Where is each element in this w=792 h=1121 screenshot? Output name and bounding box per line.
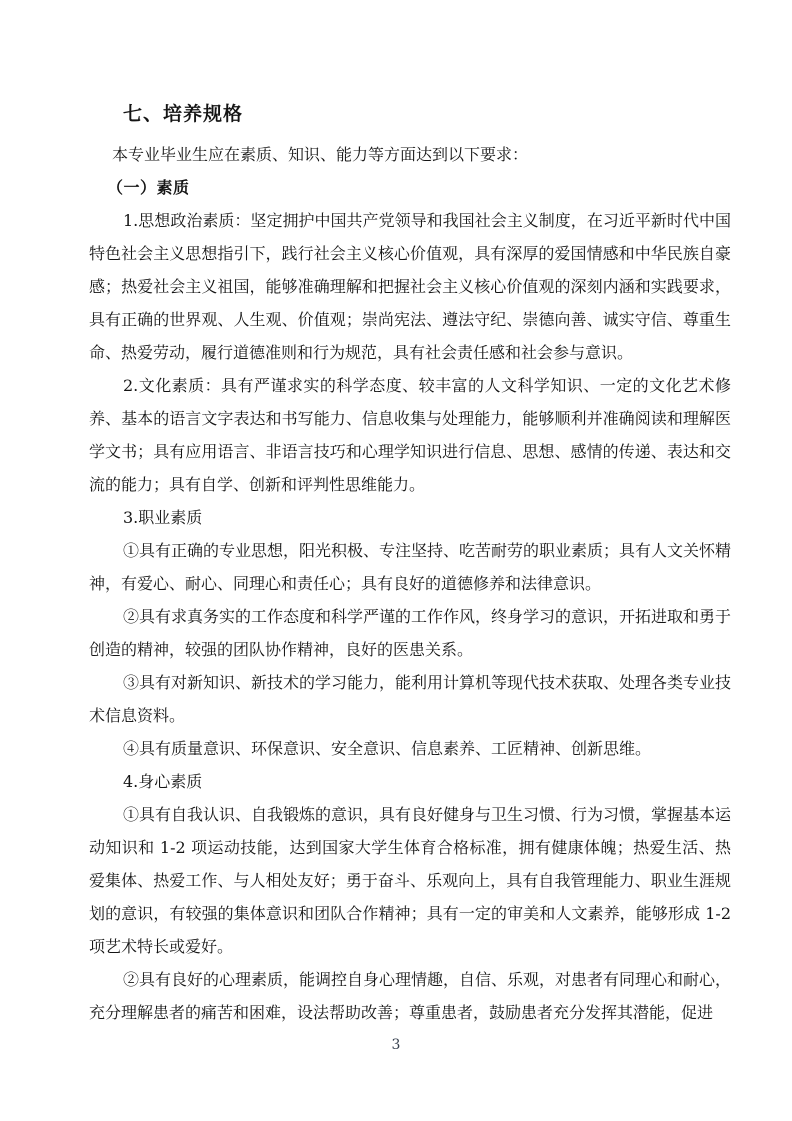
- page-title: 七、培养规格: [123, 103, 244, 125]
- intro-paragraph: 本专业毕业生应在素质、知识、能力等方面达到以下要求：: [112, 145, 529, 164]
- paragraph: ①具有正确的专业思想，阳光积极、专注坚持、吃苦耐劳的职业素质；具有人文关怀精神，有爱心、耐心、同理心和责任心；具有良好的道德修养和法律意识。: [89, 541, 732, 593]
- paragraph: ②具有求真务实的工作态度和科学严谨的工作作风，终身学习的意识，开拓进取和勇于创造的精神，较强的团队协作精神，良好的医患关系。: [89, 607, 732, 659]
- numbered-subheading: 3.职业素质: [123, 508, 203, 527]
- page-number: 3: [391, 1037, 401, 1053]
- subsection-heading: （一）素质: [107, 178, 190, 197]
- paragraph: ②具有良好的心理素质，能调控自身心理情趣，自信、乐观，对患者有同理心和耐心，充分理解患者的痛苦和困难，设法帮助改善；尊重患者，鼓励患者充分发挥其潜能，促进: [89, 970, 732, 1022]
- paragraph: ①具有自我认识、自我锻炼的意识，具有良好健身与卫生习惯、行为习惯，掌握基本运动知识和 1-2 项运动技能，达到国家大学生体育合格标准，拥有健康体魄；热爱生活、热爱集体、热爱工作、与人相处友好；勇于奋斗、乐观向上，具有自我管理能力、职业生涯规划的意识，有较强的集体意识和团队合作精神；具有一定的审美和人文素养，能够形成 1-2 项艺术特长或爱好。: [89, 805, 732, 956]
- paragraph: 1.思想政治素质：坚定拥护中国共产党领导和我国社会主义制度，在习近平新时代中国特色社会主义思想指引下，践行社会主义核心价值观，具有深厚的爱国情感和中华民族自豪感；热爱社会主义祖国，能够准确理解和把握社会主义核心价值观的深刻内涵和实践要求，具有正确的世界观、人生观、价值观；崇尚宪法、遵法守纪、崇德向善、诚实守信、尊重生命、热爱劳动，履行道德准则和行为规范，具有社会责任感和社会参与意识。: [89, 211, 731, 362]
- paragraph: ③具有对新知识、新技术的学习能力，能利用计算机等现代技术获取、处理各类专业技术信息资料。: [89, 673, 732, 725]
- numbered-subheading: 4.身心素质: [123, 772, 203, 791]
- paragraph: 2.文化素质：具有严谨求实的科学态度、较丰富的人文科学知识、一定的文化艺术修养、基本的语言文字表达和书写能力、信息收集与处理能力，能够顺利并准确阅读和理解医学文书；具有应用语言、非语言技巧和心理学知识进行信息、思想、感情的传递、表达和交流的能力；具有自学、创新和评判性思维能力。: [89, 376, 731, 494]
- paragraph: ④具有质量意识、环保意识、安全意识、信息素养、工匠精神、创新思维。: [123, 739, 652, 758]
- document-body: [89, 204, 731, 1029]
- document-content: [89, 99, 731, 1029]
